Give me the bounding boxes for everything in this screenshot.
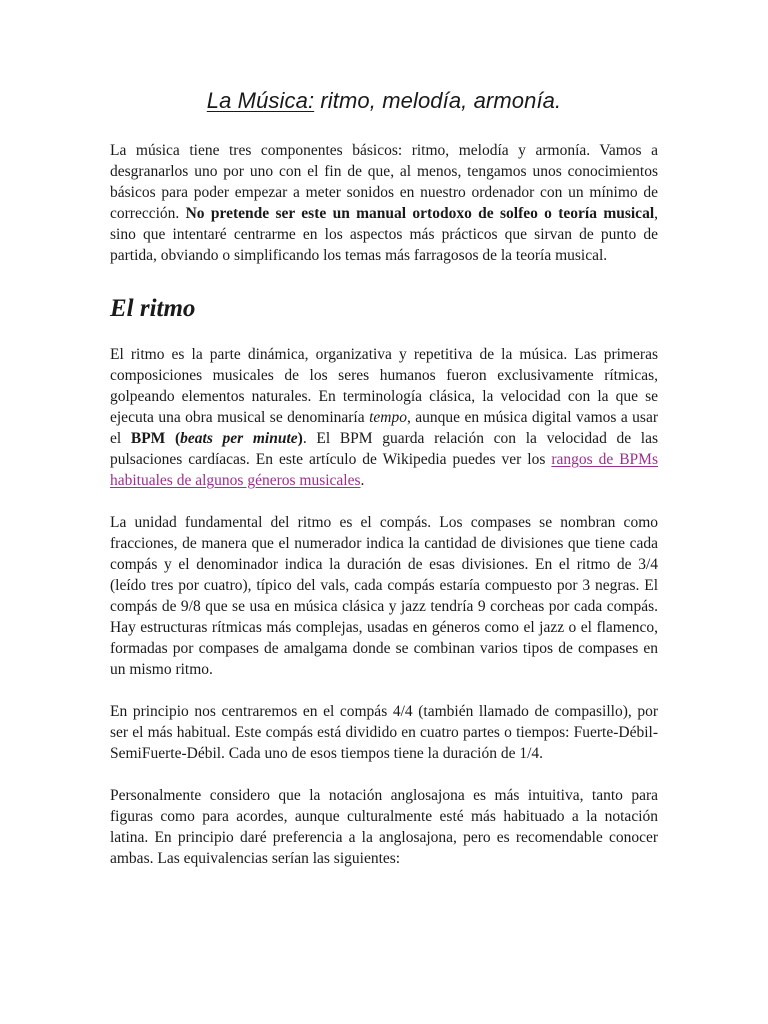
ritmo-p1-text-d: . xyxy=(360,472,365,489)
ritmo-p1-text-a: El ritmo es la parte dinámica, organizativa y repetitiva de la música. Las primeras composiciones musicales de los seres humanos fueron exclusivamente rítmicas, golpeando elementos naturales. En terminología clásica, la velocidad con la que se ejecuta una obra musical se denominaría xyxy=(110,346,658,426)
intro-paragraph xyxy=(110,140,658,266)
bpm-paren-close: ) xyxy=(297,430,303,447)
tempo-term: tempo xyxy=(369,409,407,426)
bpm-expansion: beats per minute xyxy=(180,430,298,447)
ritmo-paragraph-compasillo: En principio nos centraremos en el compás 4/4 (también llamado de compasillo), por ser el más habitual. Este compás está dividido en cuatro partes o tiempos: Fuerte-Débil-SemiFuerte-Débil. Cada uno de esos tiempos tiene la duración de 1/4. xyxy=(110,703,658,762)
section-heading-ritmo: El ritmo xyxy=(110,295,196,322)
intro-bold-disclaimer: No pretende ser este un manual ortodoxo de solfeo o teoría musical xyxy=(185,205,655,222)
title-rest: ritmo, melodía, armonía. xyxy=(314,88,562,113)
ritmo-paragraph-compas: La unidad fundamental del ritmo es el compás. Los compases se nombran como fracciones, de manera que el numerador indica la cantidad de divisiones que tiene cada compás y el denominador indica la duración de esas divisiones. En el ritmo de 3/4 (leído tres por cuatro), típico del vals, cada compás estaría compuesto por 3 negras. El compás de 9/8 que se usa en música clásica y jazz tendría 9 corcheas por cada compás. Hay estructuras rítmicas más complejas, usadas en géneros como el jazz o el flamenco, formadas por compases de amalgama donde se combinan varios tipos de compases en un mismo ritmo. xyxy=(110,514,658,678)
intro-text-end: , sino que intentaré centrarme en los aspectos más prácticos que sirvan de punto de partida, obviando o simplificando los temas más farragosos de la teoría musical. xyxy=(110,205,658,264)
ritmo-p1-text-c: . El BPM guarda relación con la velocidad de las pulsaciones cardíacas. En este artículo de Wikipedia puedes ver los xyxy=(110,430,659,468)
ritmo-paragraph-bpm xyxy=(110,344,658,491)
document-title xyxy=(110,86,658,116)
intro-text-start: La música tiene tres componentes básicos: ritmo, melodía y armonía. Vamos a desgranarlos uno por uno con el fin de que, al menos, tengamos unos conocimientos básicos para poder empezar a meter sonidos en nuestro ordenador con un mínimo de corrección. xyxy=(110,142,658,222)
ritmo-paragraph-notacion: Personalmente considero que la notación anglosajona es más intuitiva, tanto para figuras como para acordes, aunque culturalmente esté más habituado a la notación latina. En principio daré preferencia a la anglosajona, pero es recomendable conocer ambas. Las equivalencias serían las siguientes: xyxy=(110,787,658,867)
bpm-abbreviation: BPM xyxy=(130,430,166,447)
ritmo-p1-text-b: , aunque en música digital vamos a usar el xyxy=(110,409,658,447)
bpm-paren-open: ( xyxy=(165,430,181,447)
title-underlined-part: La Música: xyxy=(206,88,315,113)
document-page xyxy=(110,0,658,869)
bpm-ranges-link[interactable]: rangos de BPMs habituales de algunos géneros musicales xyxy=(110,451,658,489)
bpm-term xyxy=(131,430,303,447)
